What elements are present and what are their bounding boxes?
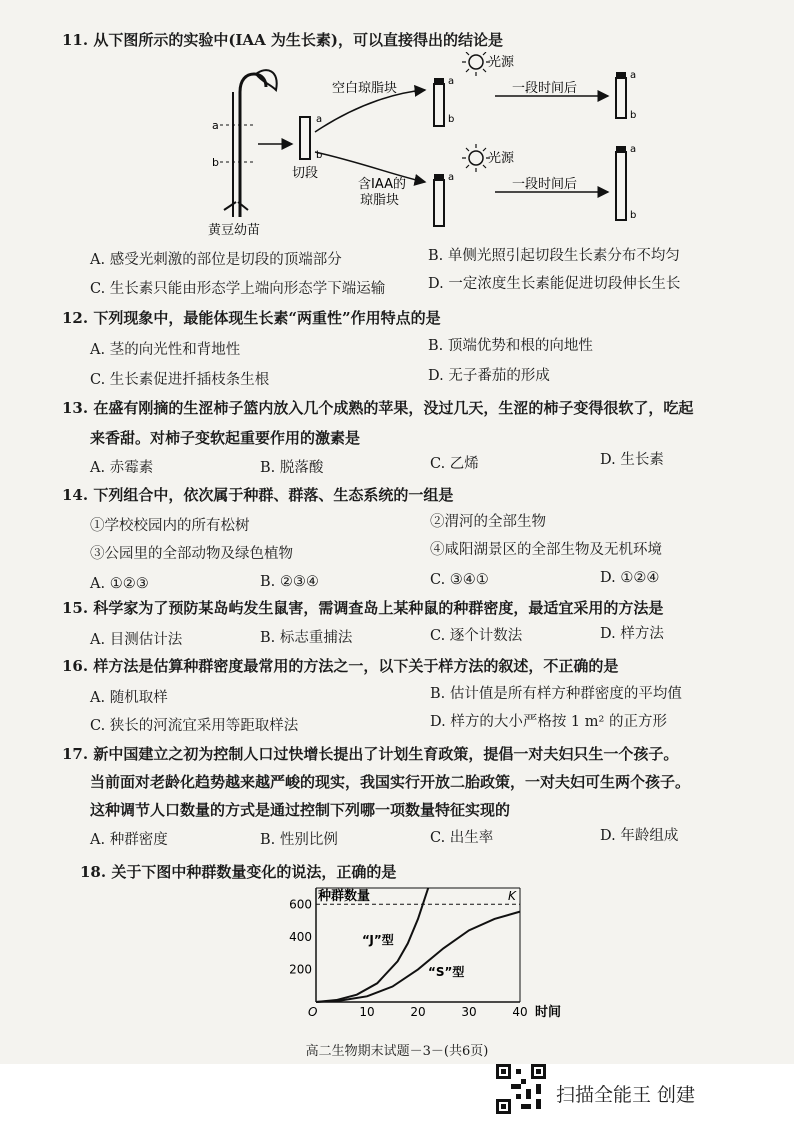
- iaa-agar-label-2: 琼脂块: [360, 193, 400, 208]
- top-segment: [434, 84, 444, 126]
- bottom-result-segment: [616, 152, 626, 220]
- q15-option-d: D. 样方法: [600, 626, 664, 642]
- light-source-label-top: 光源: [488, 55, 515, 70]
- q14-item-4: ④咸阳湖景区的全部生物及无机环境: [430, 542, 662, 558]
- q15-stem: 15. 科学家为了预防某岛屿发生鼠害，需调查岛上某种鼠的种群密度，最适宜采用的方法是: [62, 599, 664, 617]
- chart-origin-label: O: [308, 1005, 318, 1019]
- q17-option-c: C. 出生率: [430, 830, 494, 846]
- chart-y-tick-label: 600: [289, 897, 312, 912]
- q16-option-b: B. 估计值是所有样方种群密度的平均值: [430, 686, 682, 702]
- page-footer: 高二生物期末试题－3－(共6页): [305, 1044, 489, 1059]
- chart-y-tick-label: 200: [289, 962, 312, 977]
- q17-stem-line1: 17. 新中国建立之初为控制人口过快增长提出了计划生育政策，提倡一对夫妇只生一个孩子。: [62, 745, 679, 763]
- q11-option-a: A. 感受光刺激的部位是切段的顶端部分: [90, 252, 342, 268]
- q16-option-c: C. 狭长的河流宜采用等距取样法: [90, 718, 299, 734]
- chart-k-label: K: [508, 889, 516, 903]
- q14-item-3: ③公园里的全部动物及绿色植物: [90, 546, 293, 562]
- seedling-label: 黄豆幼苗: [208, 223, 261, 238]
- q13-option-a: A. 赤霉素: [90, 460, 154, 476]
- q14-option-d: D. ①②④: [600, 570, 660, 586]
- segment-a: a: [316, 114, 323, 125]
- q17-stem-line2: 当前面对老龄化趋势越来越严峻的现实，我国实行开放二胎政策，一对夫妇可生两个孩子。: [90, 773, 691, 791]
- chart-y-label: 种群数量: [318, 889, 371, 904]
- q14-item-1: ①学校校园内的所有松树: [90, 518, 250, 534]
- chart-y-tick-label: 400: [289, 929, 312, 944]
- segment-b: b: [316, 150, 323, 161]
- q16-stem: 16. 样方法是估算种群密度最常用的方法之一，以下关于样方法的叙述，不正确的是: [62, 657, 619, 675]
- bottom-a: a: [448, 172, 455, 183]
- q12-option-c: C. 生长素促进扦插枝条生根: [90, 372, 270, 388]
- q12-option-d: D. 无子番茄的形成: [428, 368, 550, 384]
- bottom-result-a: a: [630, 144, 637, 155]
- top-b: b: [448, 114, 455, 125]
- chart-x-tick-label: 10: [359, 1005, 375, 1019]
- segment-block: [300, 117, 310, 159]
- q11-stem: 11. 从下图所示的实验中(IAA 为生长素)，可以直接得出的结论是: [62, 31, 504, 49]
- chart-series-label: “S”型: [428, 965, 465, 979]
- chart-series-label: “J”型: [362, 933, 394, 947]
- q13-stem-line1: 13. 在盛有刚摘的生涩柿子篮内放入几个成熟的苹果，没过几天，生涩的柿子变得很软了，吃起: [62, 399, 694, 417]
- q11-figure: [200, 52, 660, 242]
- top-result-b: b: [630, 110, 637, 121]
- q12-option-b: B. 顶端优势和根的向地性: [428, 338, 593, 354]
- q13-option-b: B. 脱落酸: [260, 460, 324, 476]
- q18-stem: 18. 关于下图中种群数量变化的说法，正确的是: [80, 863, 397, 881]
- q13-option-d: D. 生长素: [600, 452, 664, 468]
- q11-option-c: C. 生长素只能由形态学上端向形态学下端运输: [90, 281, 386, 297]
- seedling-point-b: b: [212, 156, 219, 169]
- q14-option-c: C. ③④①: [430, 572, 489, 588]
- light-source-label-bottom: 光源: [488, 151, 515, 166]
- bottom-result-b: b: [630, 210, 637, 221]
- q17-option-b: B. 性别比例: [260, 832, 338, 848]
- top-a: a: [448, 76, 455, 87]
- sun-icon: [462, 144, 490, 172]
- q11-option-d: D. 一定浓度生长素能促进切段伸长生长: [428, 276, 681, 292]
- iaa-agar-label-1: 含IAA的: [358, 177, 406, 192]
- top-result-segment: [616, 78, 626, 118]
- chart-x-label: 时间: [535, 1005, 562, 1020]
- chart-series-line: [316, 912, 520, 1002]
- segment-label: 切段: [292, 166, 319, 181]
- q15-option-c: C. 逐个计数法: [430, 628, 523, 644]
- q11-option-b: B. 单侧光照引起切段生长素分布不均匀: [428, 248, 680, 264]
- qr-code-icon: [496, 1064, 546, 1114]
- q14-stem: 14. 下列组合中，依次属于种群、群落、生态系统的一组是: [62, 486, 454, 504]
- chart-x-tick-label: 30: [461, 1005, 477, 1019]
- q16-option-a: A. 随机取样: [90, 690, 168, 706]
- q14-option-b: B. ②③④: [260, 574, 319, 590]
- after-time-label-bottom: 一段时间后: [512, 177, 578, 192]
- q17-option-a: A. 种群密度: [90, 832, 168, 848]
- q15-option-b: B. 标志重捕法: [260, 630, 353, 646]
- q17-option-d: D. 年龄组成: [600, 828, 679, 844]
- q12-option-a: A. 茎的向光性和背地性: [90, 342, 241, 358]
- chart-x-tick-label: 40: [512, 1005, 528, 1019]
- q12-stem: 12. 下列现象中，最能体现生长素“两重性”作用特点的是: [62, 309, 441, 327]
- bottom-segment: [434, 180, 444, 226]
- after-time-label-top: 一段时间后: [512, 81, 578, 96]
- seedling-point-a: a: [212, 119, 219, 132]
- q14-item-2: ②渭河的全部生物: [430, 514, 546, 530]
- chart-x-tick-label: 20: [410, 1005, 426, 1019]
- population-growth-chart: [280, 884, 580, 1024]
- q14-option-a: A. ①②③: [90, 576, 149, 592]
- scanner-watermark: 扫描全能王 创建: [556, 1084, 696, 1106]
- top-result-a: a: [630, 70, 637, 81]
- blank-agar-label: 空白琼脂块: [332, 81, 398, 96]
- q13-option-c: C. 乙烯: [430, 456, 479, 472]
- q13-stem-line2: 来香甜。对柿子变软起重要作用的激素是: [90, 429, 361, 447]
- sun-icon: [462, 52, 490, 76]
- q17-stem-line3: 这种调节人口数量的方式是通过控制下列哪一项数量特征实现的: [90, 801, 511, 819]
- q16-option-d: D. 样方的大小严格按 1 m² 的正方形: [430, 714, 667, 730]
- q15-option-a: A. 目测估计法: [90, 632, 183, 648]
